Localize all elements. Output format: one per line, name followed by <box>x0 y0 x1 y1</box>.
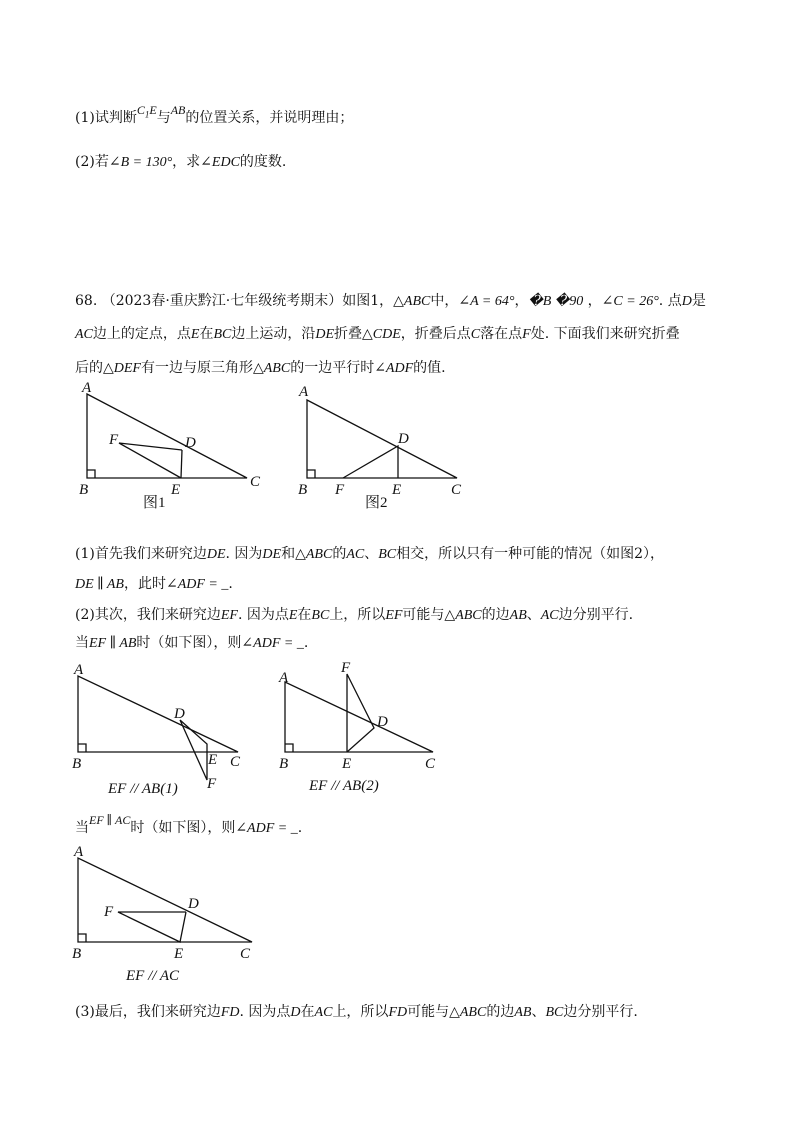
prev-question-part2 <box>75 152 286 173</box>
text: 的值. <box>413 360 446 376</box>
text: 当 <box>75 635 89 651</box>
math: ∠ADF = _ <box>165 577 229 592</box>
text: 的 <box>332 546 347 562</box>
fold-triangle-def <box>180 720 207 780</box>
label-a: A <box>279 670 289 686</box>
text: 有一边与原三角形 <box>140 360 253 376</box>
math: F <box>522 327 531 342</box>
text: . <box>228 576 233 592</box>
text: 上，所以 <box>329 607 386 623</box>
label-d: D <box>188 896 199 912</box>
caption-fig2: 图2 <box>365 495 388 511</box>
math: EF ∥ AC <box>89 813 131 827</box>
text: 中， <box>430 293 459 309</box>
math: ∠A = 64° <box>458 294 515 309</box>
figure-3 <box>70 660 280 800</box>
math: E <box>288 608 298 623</box>
text: . 因为点 <box>239 1004 291 1020</box>
text: 当 <box>75 820 89 836</box>
label-b: B <box>79 482 89 498</box>
label-c: C <box>425 756 436 772</box>
math: △CDE <box>362 327 401 342</box>
fold-triangle-def <box>119 443 182 478</box>
math: △ABC <box>393 294 431 309</box>
text: 上，所以 <box>332 1004 389 1020</box>
text: 时（如下图），则 <box>130 820 236 836</box>
triangle-abc <box>78 858 252 942</box>
math: AC <box>75 327 93 342</box>
text: ，求 <box>172 154 201 170</box>
text: 边分别平行. <box>563 1004 638 1020</box>
math: 1 <box>144 109 150 120</box>
label-f: F <box>207 776 217 792</box>
math <box>136 103 157 120</box>
math: EF ∥ AB <box>89 636 137 651</box>
label-b: B <box>298 482 308 498</box>
math: BC <box>311 608 330 623</box>
math: ∠EDC <box>200 155 240 170</box>
text: 可能与 <box>407 1004 450 1020</box>
math: AC <box>314 1005 333 1020</box>
math: AB <box>170 103 186 117</box>
label-d: D <box>185 435 196 451</box>
text: 68. （2023春·重庆黔江·七年级统考期末）如图1， <box>75 293 394 309</box>
text: 、 <box>364 546 379 562</box>
text: 、 <box>526 607 541 623</box>
math: DE <box>206 547 226 562</box>
math: E <box>149 103 157 117</box>
q68-line1 <box>75 291 706 312</box>
math: AB <box>509 608 527 623</box>
prev-question-part1 <box>75 103 354 132</box>
label-f: F <box>341 660 351 676</box>
math: D <box>681 294 692 309</box>
math: △ABC <box>444 608 482 623</box>
label-f: F <box>335 482 345 498</box>
math: △ABC <box>449 1005 487 1020</box>
right-angle-mark <box>78 744 86 752</box>
text: 的位置关系，并说明理由； <box>185 110 354 126</box>
part1-line1 <box>75 544 664 565</box>
math: BC <box>213 327 232 342</box>
math: DE ∥ AB <box>75 577 124 592</box>
math: △DEF <box>103 361 141 376</box>
label-b: B <box>279 756 289 772</box>
triangle-abc <box>78 676 238 752</box>
math: �B �90 <box>528 294 584 309</box>
label-d: D <box>377 714 388 730</box>
figure-4 <box>275 660 475 800</box>
label-f: F <box>109 432 119 448</box>
part3-line1 <box>75 1002 638 1023</box>
label-e: E <box>392 482 402 498</box>
right-angle-mark <box>307 470 315 478</box>
text: 的度数. <box>239 154 287 170</box>
caption-fig1: 图1 <box>143 495 166 511</box>
text: 边分别平行. <box>558 607 634 623</box>
text: . <box>303 635 309 651</box>
label-d: D <box>398 431 409 447</box>
text: 相交，所以只有一种可能的情况（如图2）， <box>396 546 664 562</box>
math: ∠B = 130° <box>108 155 173 170</box>
label-a: A <box>299 384 309 400</box>
figure-5 <box>70 842 280 987</box>
text: 可能与 <box>402 607 445 623</box>
part1-line2 <box>75 574 233 595</box>
text: 的边 <box>486 1004 515 1020</box>
fold-triangle-def <box>118 912 186 942</box>
math: △ABC <box>252 361 291 376</box>
text: 是 <box>691 293 706 309</box>
figure-2 <box>295 382 495 517</box>
text: 和 <box>281 546 296 562</box>
text: . 因为 <box>225 546 263 562</box>
math: EF <box>385 608 403 623</box>
label-c: C <box>250 474 261 490</box>
math: FD <box>388 1005 408 1020</box>
math: ∠ADF = _ <box>241 636 304 651</box>
segment-de <box>181 450 182 478</box>
text: 落在点 <box>480 326 523 342</box>
math: AC <box>346 547 365 562</box>
math: C <box>136 103 145 117</box>
text: 边上的定点，点 <box>92 326 191 342</box>
caption-fig4: EF // AB(2) <box>309 778 379 794</box>
text: 在 <box>199 326 214 342</box>
text: 后的 <box>75 360 103 376</box>
triangle-abc <box>307 400 457 478</box>
math: ∠ADF = _ <box>235 821 298 836</box>
math: C <box>470 327 481 342</box>
text: (2)其次，我们来研究边 <box>75 607 221 623</box>
text: (2)若 <box>75 154 109 170</box>
math: ∠ADF <box>374 361 414 376</box>
right-angle-mark <box>87 470 95 478</box>
math: BC <box>545 1005 564 1020</box>
text: . 因为点 <box>237 607 289 623</box>
label-a: A <box>82 380 92 396</box>
label-f: F <box>104 904 114 920</box>
text: 时（如下图），则 <box>136 635 242 651</box>
text: 处. 下面我们来研究折叠 <box>530 326 680 342</box>
figure-1 <box>75 382 275 517</box>
part2-line3 <box>75 813 303 839</box>
math: △ABC <box>295 547 333 562</box>
math: D <box>290 1005 301 1020</box>
text: 在 <box>300 1004 315 1020</box>
caption-fig5: EF // AC <box>126 968 180 984</box>
caption-fig3: EF // AB(1) <box>108 781 178 797</box>
label-e: E <box>171 482 181 498</box>
q68-line2 <box>75 324 680 345</box>
part2-line1 <box>75 605 633 626</box>
label-b: B <box>72 946 82 962</box>
label-a: A <box>74 662 84 678</box>
text: . <box>297 820 303 836</box>
math: BC <box>378 547 397 562</box>
text: ，此时 <box>123 576 166 592</box>
text: . 点 <box>658 293 682 309</box>
text: ， <box>583 293 602 309</box>
label-d: D <box>174 706 185 722</box>
math: ∠C = 26° <box>601 294 659 309</box>
math: AC <box>540 608 559 623</box>
text: 边上运动，沿 <box>231 326 316 342</box>
text: 的边 <box>481 607 510 623</box>
label-e: E <box>208 752 218 768</box>
label-c: C <box>230 754 241 770</box>
label-e: E <box>174 946 184 962</box>
fold-triangle-def <box>343 446 398 478</box>
q68-line3 <box>75 358 446 379</box>
label-a: A <box>74 844 84 860</box>
text: 在 <box>297 607 312 623</box>
text: 折叠 <box>334 326 363 342</box>
label-b: B <box>72 756 82 772</box>
right-angle-mark <box>78 934 86 942</box>
math: EF <box>220 608 238 623</box>
text: 、 <box>531 1004 546 1020</box>
text: (3)最后，我们来研究边 <box>75 1004 221 1020</box>
math: AB <box>514 1005 532 1020</box>
math: E <box>190 327 200 342</box>
text: 的一边平行时 <box>290 360 375 376</box>
part2-line2 <box>75 633 308 654</box>
right-angle-mark <box>285 744 293 752</box>
math: DE <box>315 327 335 342</box>
label-c: C <box>240 946 251 962</box>
math: FD <box>220 1005 240 1020</box>
text: ，折叠后点 <box>400 326 471 342</box>
text: ， <box>514 293 529 309</box>
math: DE <box>262 547 282 562</box>
label-c: C <box>451 482 462 498</box>
label-e: E <box>342 756 352 772</box>
text: (1)首先我们来研究边 <box>75 546 207 562</box>
text: 与 <box>156 110 171 126</box>
text: (1)试判断 <box>75 110 137 126</box>
